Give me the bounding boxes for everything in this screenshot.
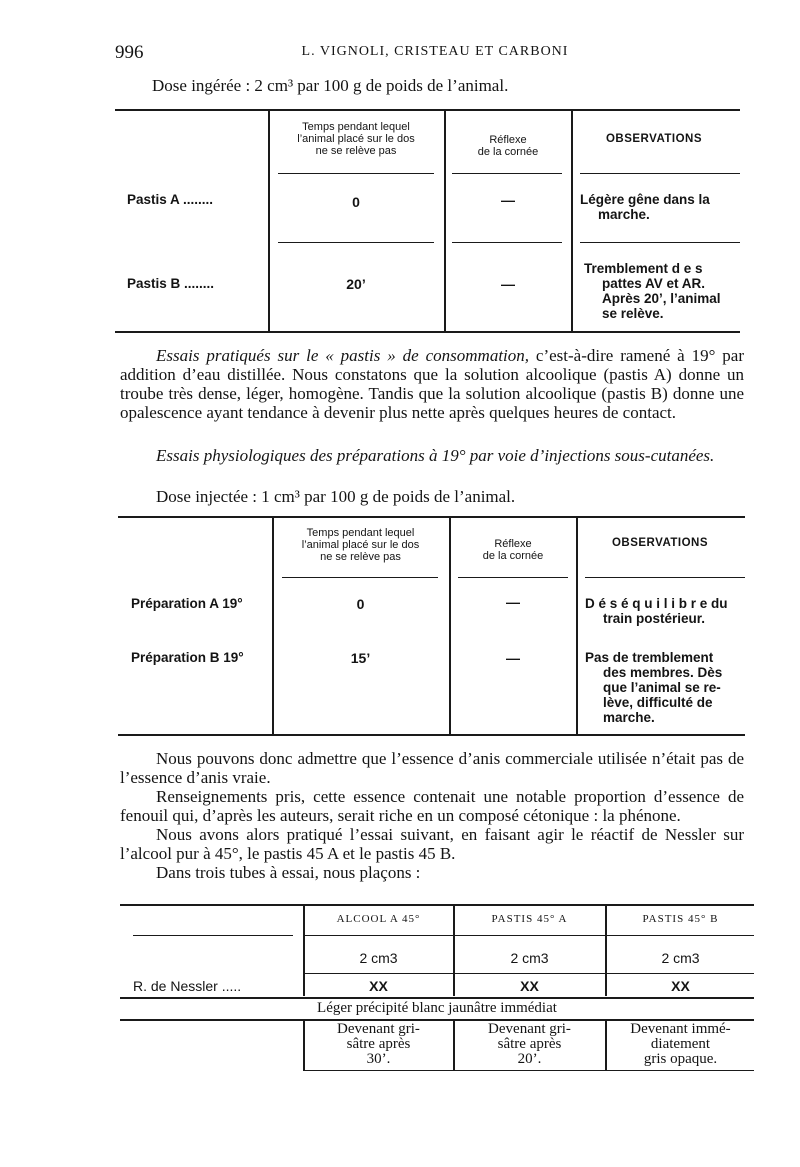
header-reflex: Réflexe de la cornée: [482, 538, 544, 562]
row-label: Préparation B 19°: [131, 650, 244, 665]
table-rule: [278, 173, 434, 174]
table-rule: [580, 173, 740, 174]
section-heading: Essais physiologiques des préparations à 19° par voie d’injections sous-cutanées.: [156, 446, 715, 465]
reagent-mark: XX: [671, 978, 690, 994]
row-label: Pastis A ........: [127, 192, 214, 207]
table-rule: [282, 577, 438, 578]
paragraph: [120, 749, 744, 882]
row-label: R. de Nessler .....: [133, 978, 242, 994]
italic-lead: Essais pratiqués sur le « pastis » de consommation,: [156, 346, 530, 365]
column-header: PASTIS 45° B: [642, 913, 719, 925]
paragraph-text: Nous pouvons donc admettre que l’essence d’anis commerciale utilisée n’était pas de l’essence d’anis vraie.: [120, 749, 744, 787]
paragraph-text: Renseignements pris, cette essence contenait une notable proportion d’essence de fenouil qui, d’après les auteurs, serait riche en un composé cétonique : la phénone.: [120, 787, 744, 825]
table-rule: [278, 242, 434, 243]
volume-value: 2 cm3: [510, 950, 549, 966]
paragraph-text: c’est-à-dire ramené à 19° par addition d’eau distillée. Nous constatons que la solution alcoolique (pastis A) donne un troube très dense, léger, homogène. Tandis que la solution alcoolique (pastis B) donne une opalescence ayant tendance à devenir plus nette après quelques heures de contact.: [120, 346, 744, 422]
paragraph-text: Nous avons alors pratiqué l’essai suivant, en faisant agir le réactif de Nessler sur l’alcool pur à 45°, le pastis 45 A et le pastis 45 B.: [120, 825, 744, 863]
header-time: Temps pendant lequel l’animal placé sur le dos ne se relève pas: [301, 527, 420, 563]
observation-text: Pas de tremblement des membres. Dès que l’animal se re- lève, difficulté de marche.: [585, 650, 723, 725]
header-time: Temps pendant lequel l’animal placé sur le dos ne se relève pas: [297, 121, 415, 157]
reflex-value: —: [501, 192, 515, 208]
table-rule: [305, 935, 754, 936]
table-rule: [585, 577, 745, 578]
running-head: L. VIGNOLI, CRISTEAU ET CARBONI: [301, 44, 569, 59]
reflex-value: —: [506, 594, 520, 610]
table-rule: [120, 997, 754, 999]
column-header: PASTIS 45° A: [491, 913, 568, 925]
time-value: 15’: [350, 650, 371, 666]
paragraph: [120, 346, 744, 422]
table-rule: [118, 516, 745, 518]
table-rule: [115, 109, 740, 111]
page-header: [115, 42, 755, 66]
table-rule: [120, 904, 754, 906]
observation-text: Tremblement d e s pattes AV et AR. Après 20’, l’animal se relève.: [584, 261, 721, 321]
reflex-value: —: [501, 276, 515, 292]
header-observations: OBSERVATIONS: [605, 133, 703, 145]
header-observations: OBSERVATIONS: [611, 537, 709, 549]
header-reflex: Réflexe de la cornée: [477, 134, 539, 158]
table-rule: [580, 242, 740, 243]
column-header: ALCOOL A 45°: [336, 913, 421, 925]
paragraph-text: Dans trois tubes à essai, nous plaçons :: [156, 863, 421, 882]
observation-text: Légère gêne dans la marche.: [580, 192, 710, 222]
reflex-value: —: [506, 650, 520, 666]
dose-injected: Dose injectée : 1 cm³ par 100 g de poids de l’animal.: [156, 487, 516, 506]
final-result: Devenant immé- diatement gris opaque.: [630, 1021, 731, 1067]
volume-value: 2 cm3: [359, 950, 398, 966]
table-rule: [305, 973, 754, 974]
table-rule: [305, 1070, 754, 1071]
final-result: Devenant gri- sâtre après 20’.: [488, 1021, 571, 1067]
table-rule: [115, 331, 740, 333]
time-value: 0: [352, 194, 360, 210]
table-rule: [571, 111, 573, 331]
row-label: Pastis B ........: [127, 276, 215, 291]
time-value: 20’: [346, 276, 366, 292]
final-result: Devenant gri- sâtre après 30’.: [337, 1021, 420, 1067]
time-value: 0: [356, 596, 365, 612]
table-rule: [452, 242, 562, 243]
common-result: Léger précipité blanc jaunâtre immédiat: [317, 1000, 557, 1016]
volume-value: 2 cm3: [661, 950, 700, 966]
observation-text: D é s é q u i l i b r e du train postérieur.: [585, 596, 728, 626]
paragraph: [120, 446, 744, 465]
table-rule: [576, 518, 578, 734]
table-rule: [452, 173, 562, 174]
table-rule: [458, 577, 568, 578]
reagent-mark: XX: [369, 978, 388, 994]
page-number: 996: [115, 42, 144, 63]
dose-ingested: Dose ingérée : 2 cm³ par 100 g de poids de l’animal.: [152, 76, 509, 95]
row-label: Préparation A 19°: [131, 596, 243, 611]
reagent-mark: XX: [520, 978, 539, 994]
table-rule: [133, 935, 293, 936]
table-rule: [118, 734, 745, 736]
